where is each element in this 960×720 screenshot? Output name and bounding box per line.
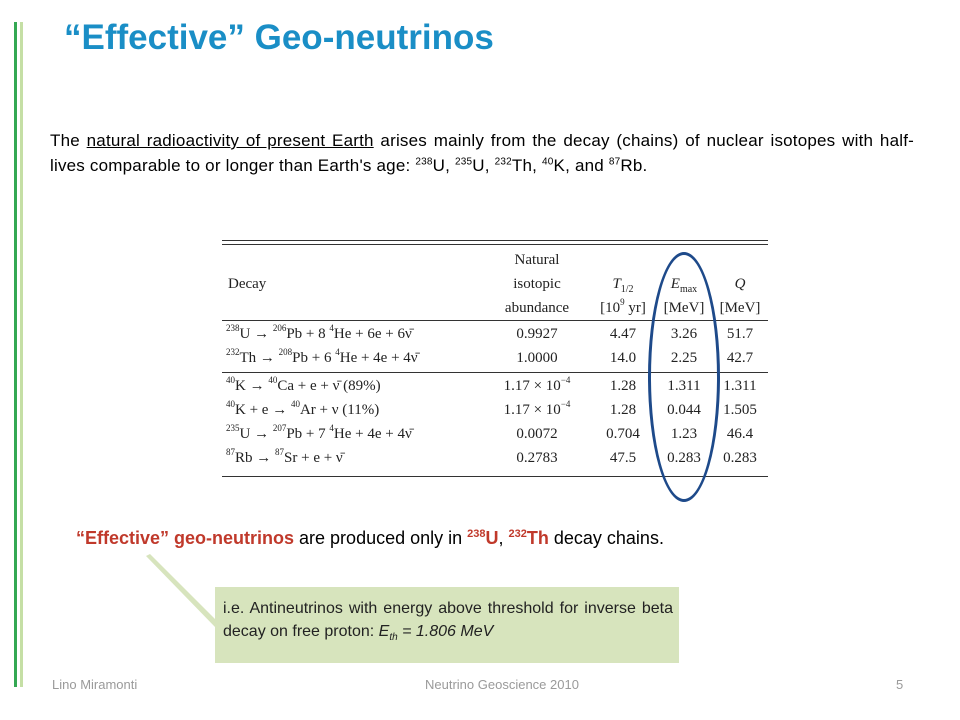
table-row-decay: $^{40}$K + e → $^{40}$Ar + ν (11%): [226, 399, 380, 418]
threshold-callout: [215, 587, 679, 663]
header-half-life: $T_{1/2}$: [612, 276, 634, 295]
table-cell-abundance: $1.17 \times 10^{-4}$: [503, 375, 571, 394]
table-cell-emax: 1.23: [670, 426, 698, 442]
effective-statement: “Effective” geo-neutrinos are produced only in $^{238}$U, $^{232}$Th decay chains.: [76, 528, 664, 548]
table-cell-q: 1.505: [723, 402, 757, 418]
header-decay: Decay: [228, 276, 267, 292]
header-natural: Natural: [514, 252, 560, 268]
header-q-unit: [MeV]: [719, 300, 761, 316]
header-emax: $E_{max}$: [670, 276, 698, 295]
table-cell-q: 1.311: [723, 378, 757, 394]
table-row-decay: $^{238}$U → $^{206}$Pb + 8 $^4$He + 6e + 6ν̄: [226, 323, 412, 342]
header-emax-unit: [MeV]: [663, 300, 705, 316]
footer-author: Lino Miramonti: [52, 677, 138, 692]
header-isotopic: isotopic: [513, 276, 561, 292]
table-cell-half-life: 4.47: [609, 326, 637, 342]
table-cell-abundance: 0.9927: [516, 326, 558, 342]
header-q: Q: [734, 276, 746, 292]
table-cell-half-life: 47.5: [609, 450, 637, 466]
table-cell-q: 42.7: [726, 350, 754, 366]
table-cell-abundance: 0.2783: [516, 450, 558, 466]
table-cell-emax: 0.044: [667, 402, 701, 418]
table-row-decay: $^{87}$Rb → $^{87}$Sr + e + ν̄: [226, 447, 343, 466]
header-half-life-unit: [$10^9$ yr]: [600, 297, 646, 316]
table-cell-emax: 1.311: [667, 378, 701, 394]
table-cell-emax: 3.26: [670, 326, 698, 342]
table-cell-half-life: 0.704: [606, 426, 640, 442]
table-row-decay: $^{232}$Th → $^{208}$Pb + 6 $^4$He + 4e + 4ν̄: [226, 347, 418, 366]
underlined-phrase: natural radioactivity of present Earth: [86, 131, 374, 150]
header-abundance: abundance: [504, 300, 570, 316]
table-cell-q: 46.4: [726, 426, 754, 442]
table-cell-q: 51.7: [726, 326, 754, 342]
table-cell-emax: 2.25: [670, 350, 698, 366]
table-cell-abundance: 0.0072: [516, 426, 558, 442]
intro-paragraph: The natural radioactivity of present Earth arises mainly from the decay (chains) of nuclear isotopes with half-lives comparable to or longer than Earth's age: $^{238}$U, $^{235}$U, $^{232}$Th, $^{40}$K, and $^{87}$Rb.: [50, 131, 914, 175]
table-cell-q: 0.283: [723, 450, 757, 466]
footer-page-number: 5: [896, 677, 904, 692]
table-cell-emax: 0.283: [667, 450, 701, 466]
table-cell-abundance: 1.0000: [516, 350, 558, 366]
footer-conference: Neutrino Geoscience 2010: [425, 677, 579, 692]
slide-title: “Effective” Geo-neutrinos: [64, 18, 494, 57]
table-cell-abundance: $1.17 \times 10^{-4}$: [503, 399, 571, 418]
table-row-decay: $^{235}$U → $^{207}$Pb + 7 $^4$He + 4e + 4ν̄: [226, 423, 412, 442]
table-cell-half-life: 14.0: [609, 350, 637, 366]
table-cell-half-life: 1.28: [609, 378, 637, 394]
callout-text: i.e. Antineutrinos with energy above threshold for inverse beta decay on free proton: $E_{th} = 1.806$ MeV: [223, 600, 673, 644]
table-cell-half-life: 1.28: [609, 402, 637, 418]
table-row-decay: $^{40}$K → $^{40}$Ca + e + ν̄ (89%): [226, 375, 381, 394]
